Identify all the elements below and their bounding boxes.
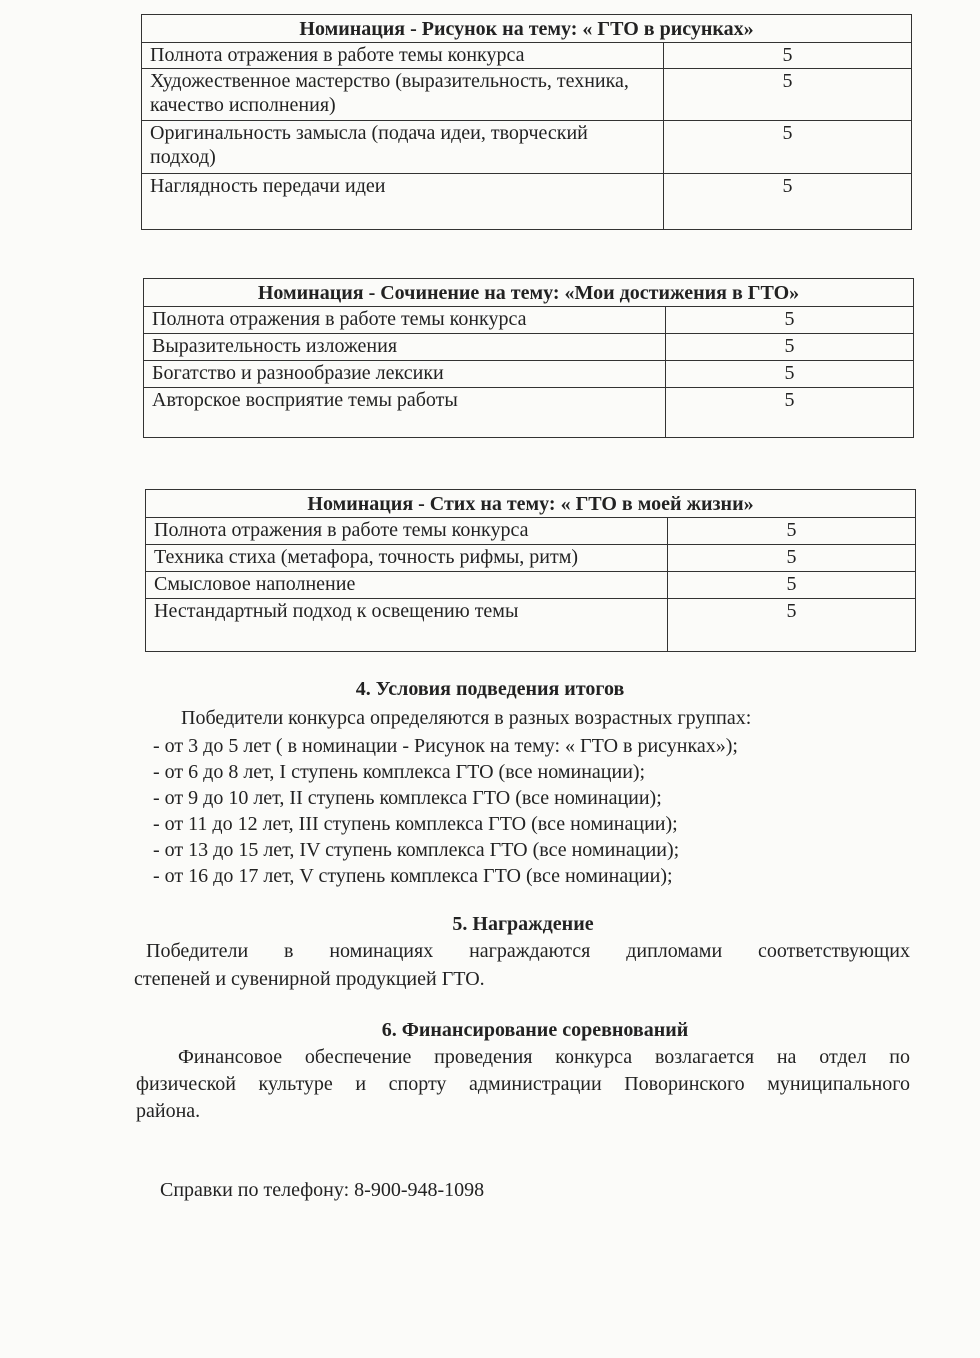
criterion-cell: Смысловое наполнение: [146, 572, 668, 599]
criterion-cell: Авторское восприятие темы работы: [144, 388, 666, 438]
table-title: Номинация - Сочинение на тему: «Мои достижения в ГТО»: [144, 279, 914, 307]
section-5-title: 5. Награждение: [452, 913, 594, 935]
score-cell: 5: [666, 388, 914, 438]
section-6-text-line-1: Финансовое обеспечение проведения конкурса возлагается на отдел по: [178, 1046, 910, 1068]
score-cell: 5: [666, 334, 914, 361]
score-cell: 5: [664, 43, 912, 69]
score-cell: 5: [668, 545, 916, 572]
contact-phone: Справки по телефону: 8-900-948-1098: [160, 1179, 485, 1201]
criterion-cell: Выразительность изложения: [144, 334, 666, 361]
list-item: - от 9 до 10 лет, II ступень комплекса ГТО (все номинации);: [153, 787, 662, 809]
section-6-text-line-3: района.: [136, 1100, 201, 1122]
list-item: - от 6 до 8 лет, I ступень комплекса ГТО (все номинации);: [153, 761, 646, 783]
score-cell: 5: [664, 121, 912, 174]
criterion-cell: Наглядность передачи идеи: [142, 174, 664, 230]
score-cell: 5: [664, 69, 912, 121]
section-6-title: 6. Финансирование соревнований: [381, 1019, 689, 1041]
criteria-table-essay: [143, 278, 914, 438]
criterion-cell: Полнота отражения в работе темы конкурса: [142, 43, 664, 69]
list-item: - от 3 до 5 лет ( в номинации - Рисунок на тему: « ГТО в рисунках»);: [153, 735, 738, 757]
criterion-cell: Техника стиха (метафора, точность рифмы, ритм): [146, 545, 668, 572]
table-title: Номинация - Стих на тему: « ГТО в моей жизни»: [146, 490, 916, 518]
section-6-text-line-2: физической культуре и спорту администрации Поворинского муниципального: [136, 1073, 910, 1095]
table-title: Номинация - Рисунок на тему: « ГТО в рисунках»: [142, 15, 912, 43]
criteria-table-poem: [145, 489, 916, 652]
section-4-intro: Победители конкурса определяются в разных возрастных группах:: [181, 707, 752, 729]
criterion-cell: Оригинальность замысла (подача идеи, творческий подход): [142, 121, 664, 174]
score-cell: 5: [668, 518, 916, 545]
score-cell: 5: [666, 307, 914, 334]
score-cell: 5: [666, 361, 914, 388]
list-item: - от 13 до 15 лет, IV ступень комплекса ГТО (все номинации);: [153, 839, 680, 861]
section-5-text-line-2: степеней и сувенирной продукцией ГТО.: [134, 968, 485, 990]
criterion-cell: Полнота отражения в работе темы конкурса: [146, 518, 668, 545]
score-cell: 5: [664, 174, 912, 230]
score-cell: 5: [668, 572, 916, 599]
age-groups-list: [153, 733, 738, 889]
criterion-cell: Полнота отражения в работе темы конкурса: [144, 307, 666, 334]
criterion-cell: Художественное мастерство (выразительность, техника, качество исполнения): [142, 69, 664, 121]
section-5-text-line-1: Победители в номинациях награждаются дипломами соответствующих: [146, 940, 910, 962]
list-item: - от 11 до 12 лет, III ступень комплекса ГТО (все номинации);: [153, 813, 678, 835]
criterion-cell: Богатство и разнообразие лексики: [144, 361, 666, 388]
criteria-table-drawing: [141, 14, 912, 230]
list-item: - от 16 до 17 лет, V ступень комплекса ГТО (все номинации);: [153, 865, 673, 887]
score-cell: 5: [668, 599, 916, 652]
criterion-cell: Нестандартный подход к освещению темы: [146, 599, 668, 652]
section-4-title: 4. Условия подведения итогов: [355, 678, 625, 700]
